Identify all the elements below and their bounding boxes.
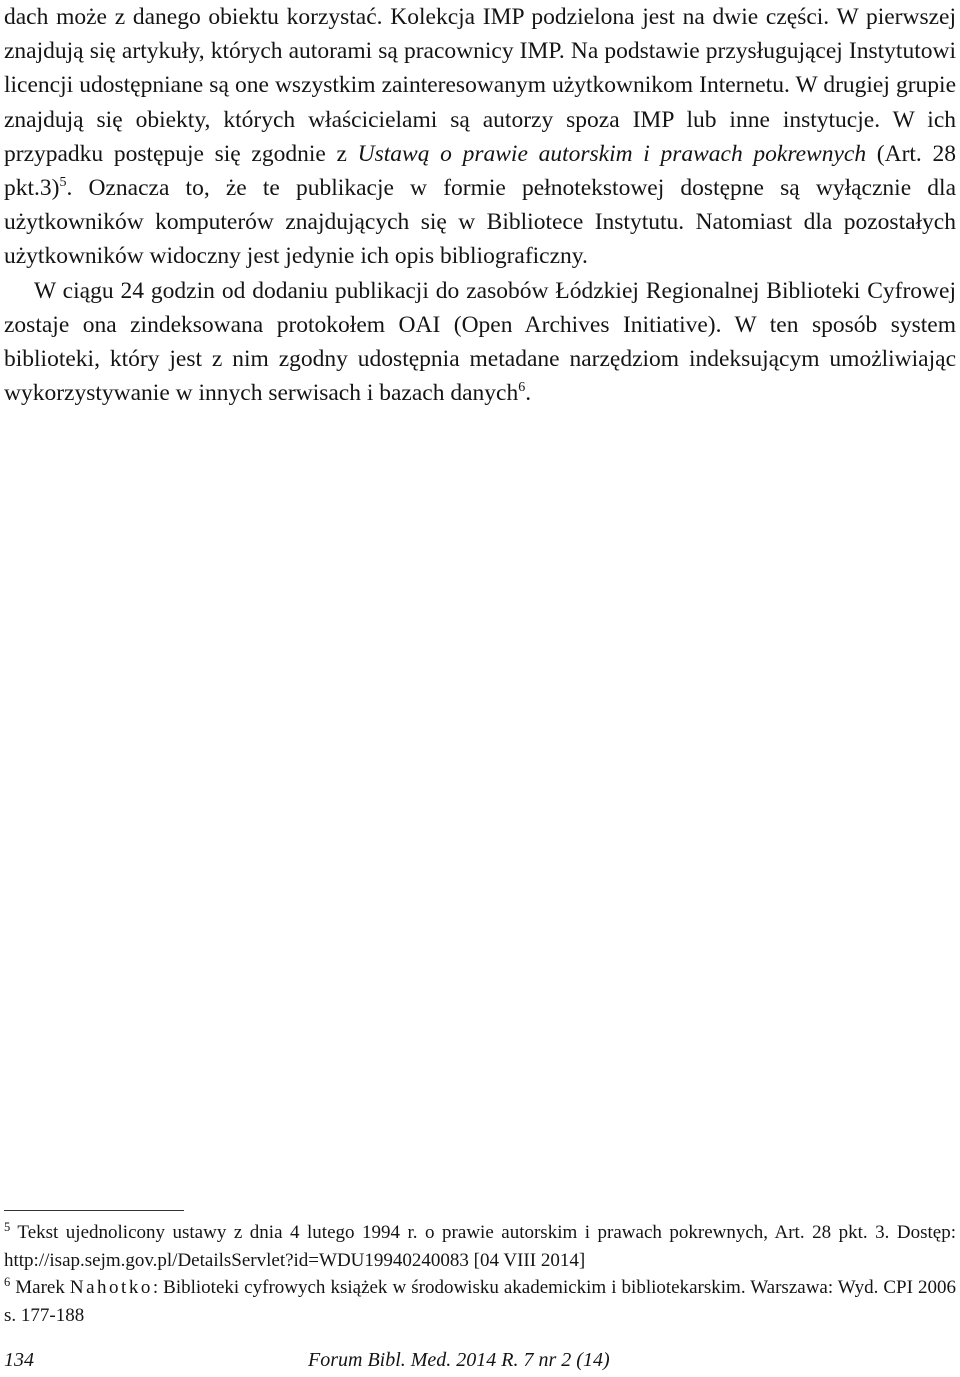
paragraph-2: W ciągu 24 godzin od dodaniu publikacji do zasobów Łódzkiej Regionalnej Biblioteki Cyfrowej zostaje ona zindeksowana protokołem OAI (Open Archives Initiative). W ten sposób system biblioteki, który jest z nim zgodny udostępnia metadane narzędziom indeksującym umożliwiając wykorzystywanie w innych serwisach i bazach danych$^6$. (4, 277, 956, 407)
footnote-divider (4, 1210, 184, 1211)
journal-citation: Forum Bibl. Med. 2014 R. 7 nr 2 (14) (308, 1349, 610, 1371)
footnotes (4, 1219, 956, 1329)
footnote-6: $^6$ Marek Nahotko: Biblioteki cyfrowych książek w środowisku akademickim i bibliotekarskim. Warszawa: Wyd. CPI 2006 s. 177-188 (4, 1275, 956, 1326)
paragraph-1: dach może z danego obiektu korzystać. Kolekcja IMP podzielona jest na dwie części. W pierwszej znajdują się artykuły, których autorami są pracownicy IMP. Na podstawie przysługującej Instytutowi licencji udostępniane są one wszystkim zainteresowanym użytkownikom Internetu. W drugiej grupie znajdują się obiekty, których właścicielami są autorzy spoza IMP lub inne instytucje. W ich przypadku postępuje się zgodnie z Ustawą o prawie autorskim i prawach pokrewnych (Art. 28 pkt.3)$^5$. Oznacza to, że te publikacje w formie pełnotekstowej dostępne są wyłącznie dla użytkowników komputerów znajdujących się w Bibliotece Instytutu. Natomiast dla pozostałych użytkowników widoczny jest jedynie ich opis bibliograficzny. (4, 4, 957, 270)
main-text (4, 0, 956, 410)
footnote-ref-5[interactable]: 5 (59, 175, 67, 191)
footnote-ref-6[interactable]: 6 (518, 380, 526, 396)
page-number: 134 (4, 1349, 34, 1371)
law-title: Ustawą o prawie autorskim i prawach pokrewnych (357, 140, 867, 167)
footnote-number: 5 (4, 1220, 11, 1234)
footnote-number: 6 (4, 1275, 11, 1289)
footnote-author: Nahotko (69, 1277, 153, 1298)
footnote-5: $^5$ Tekst ujednolicony ustawy z dnia 4 lutego 1994 r. o prawie autorskim i prawach pokrewnych, Art. 28 pkt. 3. Dostęp: http://isap.sejm.gov.pl/DetailsServlet?id=WDU19940240083 [04 VIII 2014] (4, 1220, 956, 1271)
